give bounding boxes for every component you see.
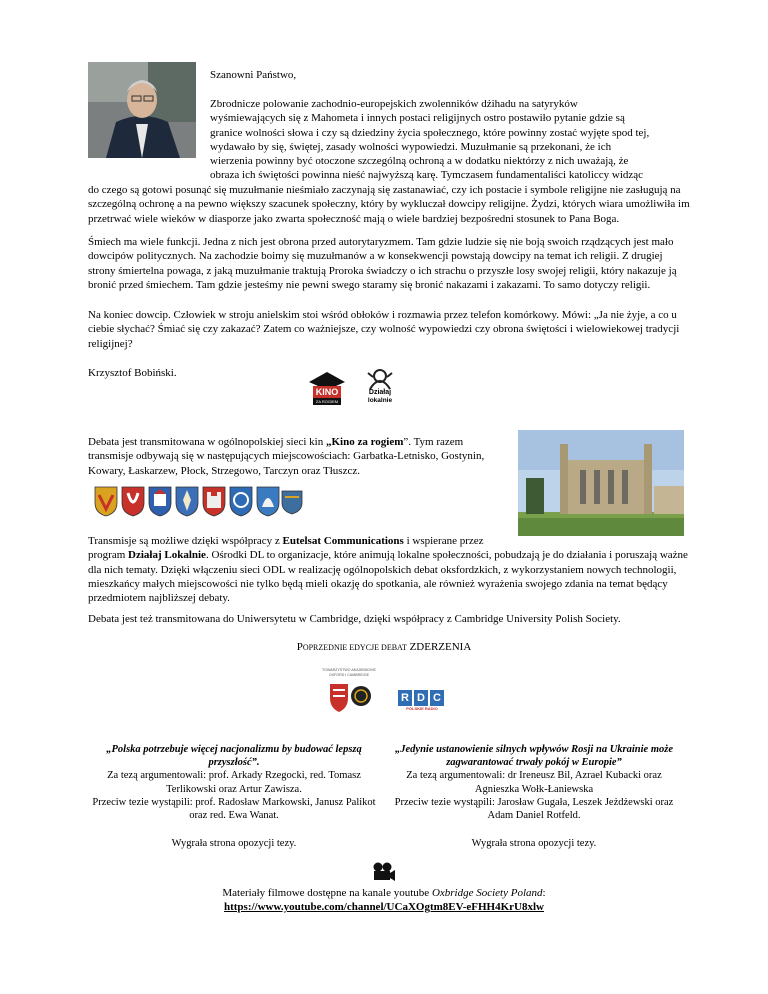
cambridge-photo [518, 430, 684, 536]
footer-channel: Oxbridge Society Poland [431, 887, 543, 899]
dzialaj-lokalnie-name: Działaj Lokalnie [128, 549, 206, 562]
heading-initial: P [296, 641, 303, 653]
eutelsat-text-2: i wspierane przez [403, 535, 484, 547]
kino-logo-subtext: ZA ROGIEM [315, 399, 339, 404]
crest-icon [122, 487, 144, 516]
debate-left [84, 743, 384, 850]
para1-line: wydawało by się, świętej, zasady wolności wypowiedzi. Muzułmanie są przekonani, że ich [210, 140, 612, 153]
paragraph-1-continuation: do czego są gotowi posunąć się muzułmanie nieśmiało zaczynają się zastanawiać, czy ich postacie i symbole religijne nie zasługują na szczególną ochronę a na pewno większy szacunek społeczny, który by wykluczał dowcipy religijne. Żydzi, których wiara umożliwiła im przetrwać wiele wieków w diasporze jako zwarta społeczność mają o wiele bardziej bezpośredni stosunek to Pana Boga. [88, 184, 690, 225]
crest-icon [257, 487, 279, 516]
cambridge-note: Debata jest też transmitowana do Uniwersytetu w Cambridge, dzięki współpracy z Cambridge University Polish Society. [88, 613, 621, 625]
previous-editions-heading [0, 641, 768, 653]
signature: Krzysztof Bobiński. [88, 367, 177, 379]
crest-icon [95, 487, 117, 516]
paragraph-1-intro [210, 97, 690, 183]
rdc-letter: C [430, 690, 444, 706]
kino-za-rogiem-name: „Kino za rogiem [325, 436, 404, 448]
eutelsat-name: Eutelsat Communications [282, 535, 404, 547]
footer-text: Materiały filmowe dostępne na kanale youtube [222, 887, 432, 899]
debate-right [384, 743, 684, 850]
youtube-channel-link[interactable]: https://www.youtube.com/channel/UCaXOgtm8EV-eFHH4KrU8xlw [223, 901, 544, 914]
dzialaj-lokalnie-logo [365, 367, 395, 409]
debate-left-for: Za tezą argumentowali: prof. Arkady Rzegocki, red. Tomasz Terlikowski oraz Artur Zawisza. [107, 770, 361, 795]
crest-icon [230, 487, 252, 516]
transmission-pre: Debata jest transmitowana w ogólnopolskiej sieci kin [88, 436, 326, 448]
rdc-subtitle: POLSKIE RADIO [406, 706, 438, 711]
rdc-polskie-radio-logo [398, 690, 446, 716]
debate-left-title: „Polska potrzebuje więcej nacjonalizmu by budować lepszą przyszłość”. [106, 744, 362, 769]
film-camera-icon [372, 862, 396, 882]
salutation: Szanowni Państwo, [210, 69, 297, 81]
crest-icon [282, 491, 302, 514]
crest-icon [176, 487, 198, 516]
para1-line: obraza ich świętości powinna nieść najwyższą karę. Tymczasem fundamentaliści katoliccy widząc [210, 169, 644, 182]
dzialaj-logo-bottom: lokalnie [367, 397, 393, 404]
transmission-paragraph [88, 435, 508, 478]
para1-line: wierzenia powinny być otoczone szczególną ochroną a w dodatku niektórzy z nich uważają, że [210, 155, 629, 168]
dzialaj-logo-top: Działaj [368, 389, 392, 396]
debate-right-against: Przeciw tezie wystąpili: Jarosław Gugała, Leszek Jeżdżewski oraz Adam Daniel Rotfeld. [394, 796, 674, 822]
kino-logo-text: KINO [315, 387, 339, 397]
debate-left-against: Przeciw tezie wystąpili: prof. Radosław Markowski, Janusz Palikot oraz red. Ewa Wanat. [92, 796, 376, 822]
paragraph-3: Na koniec dowcip. Człowiek w stroju anielskim stoi wśród obłoków i rozmawia przez telefon komórkowy. Mówi: „Ja nie żyje, a co u ciebie słychać? Śmiać się czy zakazać? Zatem co ważniejsze, czy wolność wypowiedzi czy obrona świętości i wielowiekowej tradycji religijnej? [88, 309, 680, 350]
crest-icon [203, 487, 225, 516]
footer [0, 886, 768, 915]
para1-line: wyśmiewających się z Mahometa i innych postaci religijnych ostro postawiło pytanie gdzie są [210, 112, 625, 125]
oxford-cambridge-society-logo [316, 668, 382, 720]
town-crests [93, 485, 303, 517]
author-photo [88, 62, 196, 158]
transmission-post: ”. Tym razem transmisje odbywają się w następujących miejscowościach: Garbatka-Letnisko, Gostynin, Kowary, Łaskarzew, Płock, Strzegowo, Tarczyn oraz Tłuszcz. [88, 436, 485, 477]
debate-right-result: Wygrała strona opozycji tezy. [471, 838, 597, 850]
eutelsat-paragraph [88, 534, 688, 605]
kino-za-rogiem-logo [303, 368, 351, 408]
rdc-letter: R [398, 690, 412, 706]
debate-left-result: Wygrała strona opozycji tezy. [171, 838, 297, 850]
debate-right-title: „Jedynie ustanowienie silnych wpływów Rosji na Ukrainie może zagwarantować trwały pokój w Europie” [395, 744, 673, 769]
eutelsat-text-4: . Ośrodki DL to organizacje, które animują lokalne społeczności, pobudzają je do działania i poruszają ważne dla nich tematy. Dzięki włączeniu sieci ODL w realizację ogólnopolskich debat oksfordzkich, z wykorzystaniem nowych technologii, mieszkańcy małych miejscowości nie tylko będą mieli okazję do spotkania, ale również wyrażenia swojego zdania na temat będący przedmiotem najbliższej debaty. [88, 549, 688, 605]
debate-right-for: Za tezą argumentowali: dr Ireneusz Bil, Azrael Kubacki oraz Agnieszka Wołk-Łaniewska [406, 770, 662, 795]
eutelsat-text-1: Transmisje są możliwe dzięki współpracy z [88, 535, 283, 547]
para1-line: granice wolności słowa i czy są dziedziny życia społecznego, które powinny zostać wyjęte spod tej, [210, 126, 650, 139]
eutelsat-text-3: program [88, 549, 129, 562]
heading-smallcaps: OPRZEDNIE EDYCJE DEBAT [302, 643, 407, 652]
para1-line: Zbrodnicze polowanie zachodnio-europejskich zwolenników dżihadu na satyryków [210, 98, 578, 110]
town-crests-row [93, 485, 303, 517]
society-logo-text: TOWARZYSTWO AKADEMICKIE OXFORD I CAMBRIDGE [322, 668, 376, 677]
heading-rest: ZDERZENIA [406, 641, 472, 653]
crest-icon [149, 487, 171, 516]
footer-colon: : [542, 887, 546, 899]
paragraph-2: Śmiech ma wiele funkcji. Jedna z nich jest obrona przed autorytaryzmem. Tam gdzie ludzie się nie boją swoich rządzących jest mało dowcipów politycznych. Na zachodzie boimy się muzułmanów a w konsekwencji powstają dowcipy na temat ich religii. Z drugiej strony śmiertelna powaga, z jaką muzułmanie traktują Proroka świadczy o ich strachu o przyszłe losy swojej religii, który nakazuje ją bronić przed śmiechem. Tam gdzie jesteśmy nie pewni swego staramy się bronić nakazami i zakazami. To samo dotyczy religii. [88, 236, 677, 291]
rdc-letter: D [414, 690, 428, 706]
